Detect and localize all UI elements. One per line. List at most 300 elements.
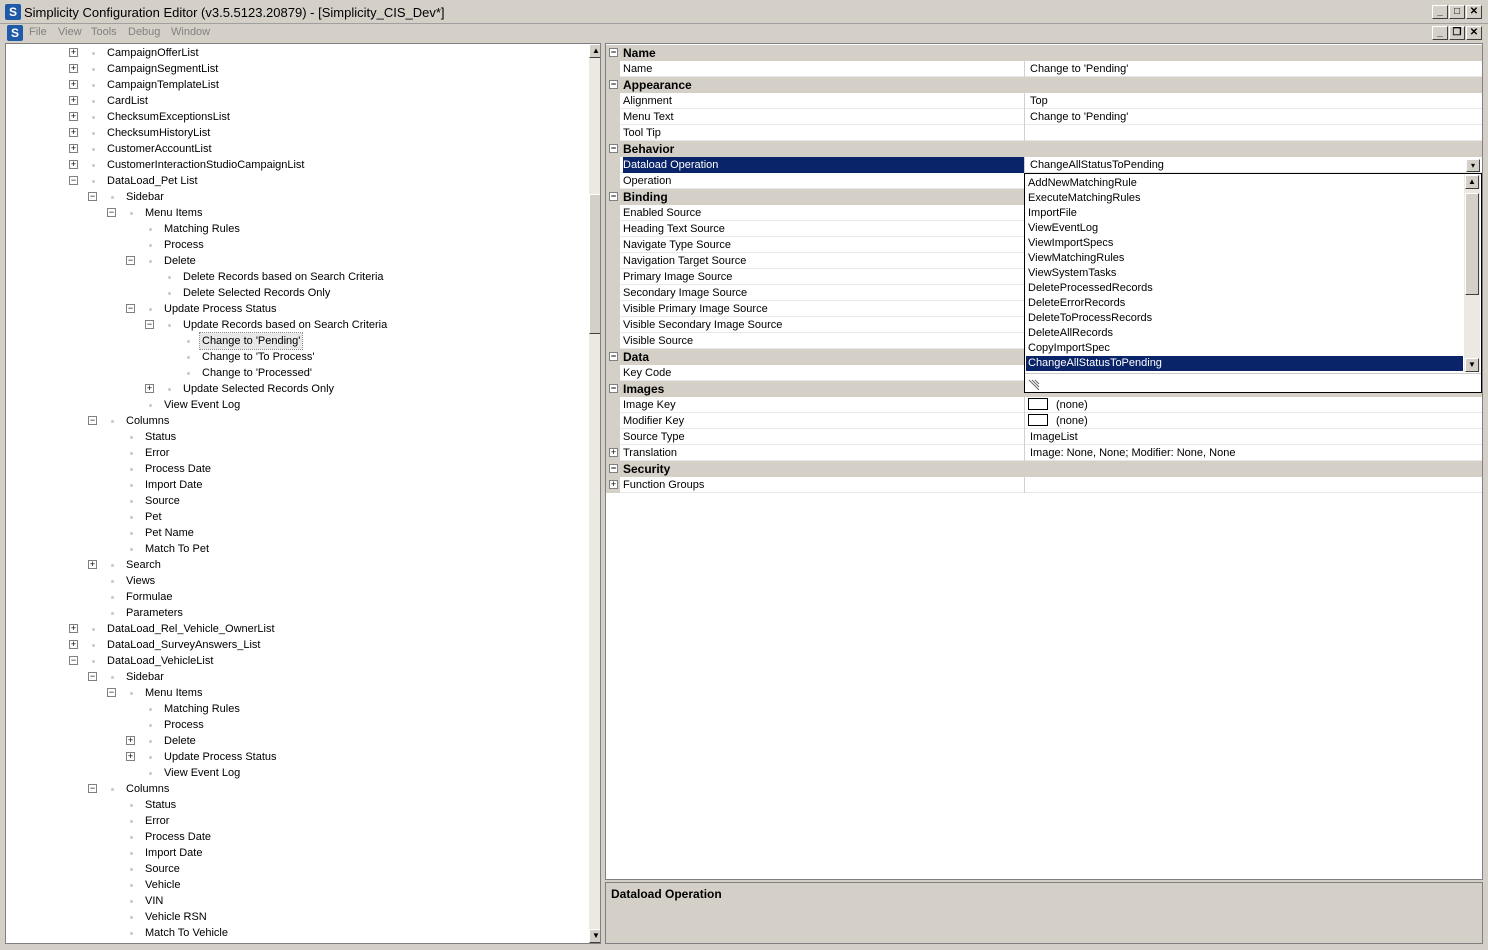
dropdown-option[interactable]: ChangeAllStatusToPending: [1026, 356, 1463, 371]
property-value-text: Image: None, None; Modifier: None, None: [1030, 447, 1236, 459]
collapse-icon[interactable]: −: [610, 351, 617, 361]
collapse-icon[interactable]: −: [89, 671, 96, 681]
maximize-icon[interactable]: □: [1449, 5, 1465, 19]
tree-node-label: Vehicle RSN: [145, 911, 207, 923]
tree-node-label: ChecksumExceptionsList: [107, 111, 230, 123]
node-dot-icon: [92, 628, 95, 631]
collapse-icon[interactable]: −: [127, 255, 134, 265]
property-row[interactable]: [606, 413, 1482, 429]
tree-node-label: Pet Name: [145, 527, 194, 539]
expand-icon[interactable]: +: [127, 735, 134, 745]
property-row[interactable]: [606, 429, 1482, 445]
dropdown-arrow-icon[interactable]: ▾: [1466, 159, 1480, 172]
property-name: Secondary Image Source: [623, 285, 1025, 301]
menu-file[interactable]: File: [29, 26, 47, 38]
document-icon[interactable]: S: [7, 25, 23, 41]
tree-node[interactable]: [6, 477, 586, 493]
tree-node[interactable]: [6, 189, 586, 205]
expand-icon[interactable]: +: [89, 559, 96, 569]
tree-node-label: CardList: [107, 95, 148, 107]
tree-node-label: Error: [145, 447, 170, 459]
dataload-operation-dropdown[interactable]: [1024, 173, 1482, 393]
node-dot-icon: [92, 180, 95, 183]
help-title: Dataload Operation: [611, 887, 722, 901]
window-title: Simplicity Configuration Editor (v3.5.5123.20879) - [Simplicity_CIS_Dev*]: [24, 5, 445, 20]
collapse-icon[interactable]: −: [70, 175, 77, 185]
tree-node-label: View Event Log: [164, 399, 241, 411]
tree-node[interactable]: [6, 605, 586, 621]
tree-node[interactable]: [6, 669, 586, 685]
node-dot-icon: [130, 436, 133, 439]
property-row[interactable]: [606, 477, 1482, 493]
collapse-icon[interactable]: −: [89, 783, 96, 793]
tree-node-label: Import Date: [145, 847, 203, 859]
tree-node-label: Status: [145, 799, 177, 811]
collapse-icon[interactable]: −: [70, 655, 77, 665]
tree-node[interactable]: [6, 429, 586, 445]
tree-node[interactable]: [6, 829, 586, 845]
node-dot-icon: [187, 372, 190, 375]
expand-icon[interactable]: +: [70, 95, 77, 105]
property-value[interactable]: [1028, 157, 1482, 173]
tree-node-label: Vehicle: [145, 879, 181, 891]
node-dot-icon: [130, 452, 133, 455]
minimize-icon[interactable]: _: [1432, 5, 1448, 19]
dropdown-option[interactable]: ViewImportSpecs: [1028, 237, 1114, 249]
app-icon: S: [5, 4, 21, 20]
tree-node[interactable]: [6, 717, 586, 733]
menu-bar: [0, 24, 1488, 42]
tree-node[interactable]: [6, 173, 586, 189]
tree-node[interactable]: [6, 205, 586, 221]
property-row[interactable]: [606, 93, 1482, 109]
collapse-icon[interactable]: −: [146, 319, 153, 329]
tree-node[interactable]: [6, 157, 586, 173]
image-swatch: [1028, 398, 1048, 410]
category-label: Security: [623, 462, 671, 476]
property-name: Navigate Type Source: [623, 237, 1025, 253]
collapse-icon[interactable]: −: [610, 191, 617, 201]
row-gutter: [606, 173, 620, 189]
property-row[interactable]: [606, 125, 1482, 141]
tree-node[interactable]: [6, 109, 586, 125]
tree-node[interactable]: [6, 397, 586, 413]
property-name: Key Code: [623, 365, 1025, 381]
property-value-text: Top: [1030, 95, 1048, 107]
property-value[interactable]: [1028, 477, 1482, 493]
tree-node[interactable]: [6, 349, 586, 365]
tree-node-label: View Event Log: [164, 767, 241, 779]
tree-node-label: Delete Selected Records Only: [183, 287, 331, 299]
tree-node-label: Match To Pet: [145, 543, 209, 555]
tree-node-label: CampaignTemplateList: [107, 79, 219, 91]
tree-node-label: Views: [126, 575, 156, 587]
collapse-icon[interactable]: −: [108, 207, 115, 217]
tree-node-label: Process: [164, 719, 204, 731]
property-name: Visible Secondary Image Source: [623, 317, 1025, 333]
tree-node-label: Error: [145, 815, 170, 827]
menu-debug[interactable]: Debug: [128, 26, 161, 38]
tree-node[interactable]: [6, 813, 586, 829]
node-dot-icon: [187, 356, 190, 359]
dropdown-option[interactable]: DeleteToProcessRecords: [1028, 312, 1153, 324]
node-dot-icon: [149, 404, 152, 407]
tree-node-label: CustomerInteractionStudioCampaignList: [107, 159, 305, 171]
expand-icon[interactable]: +: [70, 623, 77, 633]
dropdown-option[interactable]: ViewMatchingRules: [1028, 252, 1125, 264]
collapse-icon[interactable]: −: [89, 415, 96, 425]
property-name: Translation: [623, 445, 1025, 461]
node-dot-icon: [92, 116, 95, 119]
node-dot-icon: [130, 484, 133, 487]
row-gutter: [606, 317, 620, 333]
tree-node[interactable]: [6, 93, 586, 109]
tree-node-label: Delete: [164, 255, 196, 267]
tree-node-label: Process Date: [145, 463, 212, 475]
property-value[interactable]: [1028, 125, 1482, 141]
tree-node[interactable]: [6, 909, 586, 925]
resize-grip-icon[interactable]: [1025, 373, 1481, 392]
dropdown-option[interactable]: DeleteProcessedRecords: [1028, 282, 1153, 294]
node-dot-icon: [111, 196, 114, 199]
property-row[interactable]: [606, 157, 1482, 173]
tree-node-label: Update Process Status: [164, 751, 277, 763]
expand-icon[interactable]: +: [70, 63, 77, 73]
tree-node[interactable]: [6, 253, 586, 269]
dropdown-option[interactable]: DeleteErrorRecords: [1028, 297, 1126, 309]
tree-node[interactable]: [6, 749, 586, 765]
tree-node[interactable]: [6, 221, 586, 237]
node-dot-icon: [111, 612, 114, 615]
title-bar: [0, 0, 1488, 24]
property-value[interactable]: [1028, 93, 1482, 109]
tree-node[interactable]: [6, 413, 586, 429]
dropdown-option[interactable]: ViewEventLog: [1028, 222, 1099, 234]
property-name: Function Groups: [623, 477, 1025, 493]
row-gutter: [606, 109, 620, 125]
close-icon[interactable]: ✕: [1466, 5, 1482, 19]
row-gutter: [606, 333, 620, 349]
category-label: Data: [623, 350, 650, 364]
dropdown-scroll-thumb[interactable]: [1465, 193, 1479, 295]
category-label: Name: [623, 46, 656, 60]
node-dot-icon: [130, 852, 133, 855]
tree-node[interactable]: [6, 733, 586, 749]
tree-node[interactable]: [6, 781, 586, 797]
node-dot-icon: [149, 708, 152, 711]
tree-node-label: DataLoad_Rel_Vehicle_OwnerList: [107, 623, 275, 635]
expand-icon[interactable]: +: [70, 639, 77, 649]
tree-node-label: Formulae: [126, 591, 173, 603]
tree-node-label: Sidebar: [126, 191, 164, 203]
tree-node[interactable]: [6, 541, 586, 557]
node-dot-icon: [149, 308, 152, 311]
node-dot-icon: [130, 500, 133, 503]
tree-node-label: Columns: [126, 783, 170, 795]
collapse-icon[interactable]: −: [610, 463, 617, 473]
node-dot-icon: [92, 84, 95, 87]
row-gutter: [606, 269, 620, 285]
expand-icon[interactable]: +: [70, 143, 77, 153]
node-dot-icon: [130, 804, 133, 807]
tree-node[interactable]: [6, 237, 586, 253]
tree-node[interactable]: [6, 365, 586, 381]
row-gutter: [606, 477, 620, 493]
node-dot-icon: [168, 388, 171, 391]
tree-node-label: Change to 'Processed': [202, 367, 312, 379]
property-name: Modifier Key: [623, 413, 1025, 429]
node-dot-icon: [130, 916, 133, 919]
node-dot-icon: [130, 548, 133, 551]
collapse-icon[interactable]: −: [610, 47, 617, 57]
property-value-text: Change to 'Pending': [1030, 63, 1129, 75]
property-category: [606, 77, 1482, 93]
tree-node[interactable]: [6, 285, 586, 301]
node-dot-icon: [92, 644, 95, 647]
row-gutter: [606, 237, 620, 253]
tree-node[interactable]: [6, 317, 586, 333]
expand-icon[interactable]: +: [70, 79, 77, 89]
category-label: Images: [623, 382, 665, 396]
config-tree[interactable]: [5, 43, 601, 944]
node-dot-icon: [92, 100, 95, 103]
row-gutter: [606, 413, 620, 429]
property-name: Dataload Operation: [623, 157, 1025, 173]
tree-node-label: Update Process Status: [164, 303, 277, 315]
tree-node-label: Columns: [126, 415, 170, 427]
property-category: [606, 141, 1482, 157]
node-dot-icon: [130, 516, 133, 519]
property-value[interactable]: [1028, 109, 1482, 125]
property-row[interactable]: [606, 397, 1482, 413]
dropdown-option[interactable]: ImportFile: [1028, 207, 1077, 219]
node-dot-icon: [111, 788, 114, 791]
property-category: [606, 461, 1482, 477]
row-gutter: [606, 285, 620, 301]
tree-node[interactable]: [6, 637, 586, 653]
node-dot-icon: [149, 244, 152, 247]
row-gutter: [606, 253, 620, 269]
tree-node-label: Import Date: [145, 479, 203, 491]
collapse-icon[interactable]: −: [89, 191, 96, 201]
node-dot-icon: [130, 884, 133, 887]
tree-node-label: Search: [126, 559, 161, 571]
node-dot-icon: [92, 132, 95, 135]
tree-node-label: DataLoad_SurveyAnswers_List: [107, 639, 261, 651]
tree-node[interactable]: [6, 797, 586, 813]
dropdown-option[interactable]: DeleteAllRecords: [1028, 327, 1113, 339]
tree-node[interactable]: [6, 685, 586, 701]
tree-node-label: Change to 'Pending': [202, 335, 301, 347]
tree-node-label: Match To Vehicle: [145, 927, 228, 939]
dropdown-option[interactable]: AddNewMatchingRule: [1028, 177, 1137, 189]
node-dot-icon: [130, 532, 133, 535]
tree-node[interactable]: [6, 77, 586, 93]
tree-node-label: VIN: [145, 895, 164, 907]
tree-node[interactable]: [6, 653, 586, 669]
property-name: Image Key: [623, 397, 1025, 413]
dropdown-option[interactable]: ViewSystemTasks: [1028, 267, 1117, 279]
scroll-down-icon[interactable]: ▼: [589, 929, 601, 943]
menu-window[interactable]: Window: [171, 26, 211, 38]
row-gutter: [606, 93, 620, 109]
tree-node-label: Parameters: [126, 607, 183, 619]
node-dot-icon: [149, 724, 152, 727]
property-value[interactable]: [1028, 429, 1482, 445]
node-dot-icon: [130, 900, 133, 903]
tree-node-label: Sidebar: [126, 671, 164, 683]
node-dot-icon: [92, 164, 95, 167]
property-value[interactable]: [1028, 445, 1482, 461]
tree-node-label: Update Selected Records Only: [183, 383, 335, 395]
collapse-icon[interactable]: −: [610, 79, 617, 89]
expand-icon[interactable]: +: [610, 479, 617, 489]
collapse-icon[interactable]: −: [610, 143, 617, 153]
help-panel: [605, 882, 1483, 944]
image-swatch: [1028, 414, 1048, 426]
property-name: Menu Text: [623, 109, 1025, 125]
tree-node[interactable]: [6, 557, 586, 573]
row-gutter: [606, 61, 620, 77]
expand-icon[interactable]: +: [70, 47, 77, 57]
dropdown-option[interactable]: ExecuteMatchingRules: [1028, 192, 1141, 204]
tree-node[interactable]: [6, 125, 586, 141]
property-value[interactable]: [1028, 61, 1482, 77]
row-gutter: [606, 125, 620, 141]
row-gutter: [606, 445, 620, 461]
node-dot-icon: [130, 212, 133, 215]
tree-node[interactable]: [6, 269, 586, 285]
row-gutter: [606, 301, 620, 317]
expand-icon[interactable]: +: [70, 127, 77, 137]
child-close-icon[interactable]: ✕: [1466, 26, 1482, 40]
property-name: Tool Tip: [623, 125, 1025, 141]
tree-node-label: Menu Items: [145, 207, 203, 219]
tree-node[interactable]: [6, 525, 586, 541]
category-label: Appearance: [623, 78, 692, 92]
expand-icon[interactable]: +: [70, 111, 77, 121]
property-name: Primary Image Source: [623, 269, 1025, 285]
node-dot-icon: [149, 740, 152, 743]
row-gutter: [606, 157, 620, 173]
property-name: Navigation Target Source: [623, 253, 1025, 269]
property-name: Enabled Source: [623, 205, 1025, 221]
dropdown-scroll-down-icon[interactable]: ▼: [1465, 358, 1479, 372]
tree-node[interactable]: [6, 589, 586, 605]
property-value-text: ImageList: [1030, 431, 1078, 443]
node-dot-icon: [130, 868, 133, 871]
property-grid[interactable]: [605, 43, 1483, 880]
row-gutter: [606, 205, 620, 221]
tree-node[interactable]: [6, 861, 586, 877]
property-row[interactable]: [606, 109, 1482, 125]
dropdown-scrollbar[interactable]: [1464, 175, 1480, 372]
node-dot-icon: [187, 340, 190, 343]
property-row[interactable]: [606, 61, 1482, 77]
tree-node-label: CampaignOfferList: [107, 47, 199, 59]
node-dot-icon: [92, 148, 95, 151]
tree-node-label: DataLoad_Pet List: [107, 175, 198, 187]
tree-node-label: Menu Items: [145, 687, 203, 699]
node-dot-icon: [130, 468, 133, 471]
node-dot-icon: [130, 836, 133, 839]
tree-node-label: Matching Rules: [164, 703, 240, 715]
tree-node[interactable]: [6, 701, 586, 717]
node-dot-icon: [149, 756, 152, 759]
child-restore-icon[interactable]: ❐: [1449, 26, 1465, 40]
node-dot-icon: [111, 580, 114, 583]
collapse-icon[interactable]: −: [127, 303, 134, 313]
property-name: Operation: [623, 173, 1025, 189]
node-dot-icon: [149, 772, 152, 775]
tree-node[interactable]: [6, 509, 586, 525]
tree-node[interactable]: [6, 877, 586, 893]
node-dot-icon: [92, 660, 95, 663]
tree-scrollbar[interactable]: [589, 44, 601, 943]
tree-node[interactable]: [6, 141, 586, 157]
property-value[interactable]: [1028, 397, 1482, 413]
tree-node[interactable]: [6, 493, 586, 509]
scroll-up-icon[interactable]: ▲: [589, 44, 601, 58]
tree-node[interactable]: [6, 301, 586, 317]
property-category: [606, 45, 1482, 61]
child-minimize-icon[interactable]: _: [1432, 26, 1448, 40]
property-name: Visible Primary Image Source: [623, 301, 1025, 317]
tree-node-label: Process Date: [145, 831, 212, 843]
tree-node[interactable]: [6, 61, 586, 77]
tree-node[interactable]: [6, 765, 586, 781]
tree-node[interactable]: [6, 925, 586, 941]
tree-node-label: Status: [145, 431, 177, 443]
tree-node-label: Change to 'To Process': [202, 351, 315, 363]
tree-node-label: Delete: [164, 735, 196, 747]
tree-node-label: ChecksumHistoryList: [107, 127, 211, 139]
node-dot-icon: [168, 276, 171, 279]
tree-node[interactable]: [6, 893, 586, 909]
menu-view[interactable]: View: [58, 26, 82, 38]
scroll-thumb[interactable]: [589, 194, 601, 334]
dropdown-option[interactable]: CopyImportSpec: [1028, 342, 1110, 354]
property-name: Name: [623, 61, 1025, 77]
node-dot-icon: [111, 596, 114, 599]
expand-icon[interactable]: +: [70, 159, 77, 169]
row-gutter: [606, 429, 620, 445]
collapse-icon[interactable]: −: [610, 383, 617, 393]
tree-node[interactable]: [6, 381, 586, 397]
tree-node[interactable]: [6, 445, 586, 461]
collapse-icon[interactable]: −: [108, 687, 115, 697]
tree-node-label: DataLoad_VehicleList: [107, 655, 214, 667]
tree-node[interactable]: [6, 845, 586, 861]
expand-icon[interactable]: +: [610, 447, 617, 457]
tree-node-label: Update Records based on Search Criteria: [183, 319, 388, 331]
tree-node-label: Matching Rules: [164, 223, 240, 235]
property-name: Heading Text Source: [623, 221, 1025, 237]
tree-node[interactable]: [6, 621, 586, 637]
property-row[interactable]: [606, 445, 1482, 461]
tree-node[interactable]: [6, 461, 586, 477]
tree-node[interactable]: [6, 45, 586, 61]
tree-node[interactable]: [6, 573, 586, 589]
expand-icon[interactable]: +: [127, 751, 134, 761]
property-value[interactable]: [1028, 413, 1482, 429]
expand-icon[interactable]: +: [146, 383, 153, 393]
tree-node[interactable]: [6, 333, 586, 349]
node-dot-icon: [149, 260, 152, 263]
dropdown-scroll-up-icon[interactable]: ▲: [1465, 175, 1479, 189]
tree-node-label: Delete Records based on Search Criteria: [183, 271, 384, 283]
menu-tools[interactable]: Tools: [91, 26, 117, 38]
